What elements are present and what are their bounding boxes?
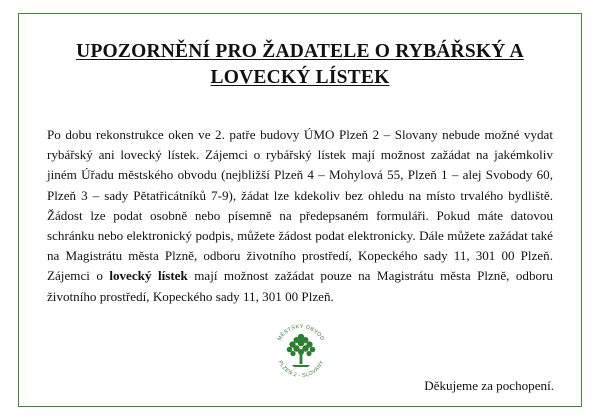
logo-text-top: MĚSTSKÝ OBVOD	[276, 323, 326, 343]
logo-text-bottom: PLZEŇ 2 - SLOVANY	[276, 359, 326, 380]
paragraph-text-2: mají možnost zažádat pouze na Magistrátu města Plzně, odboru životního prostředí, Kopeckého sady 11, 301 00 Plzeň.	[47, 268, 553, 304]
logo-tree	[287, 334, 316, 367]
paragraph-bold-text: lovecký lístek	[109, 268, 188, 284]
notice-title-line-2: LOVECKÝ LÍSTEK	[210, 67, 390, 88]
notice-title-line-1: UPOZORNĚNÍ PRO ŽADATELE O RYBÁŘSKÝ A	[76, 41, 524, 62]
notice-body	[47, 125, 553, 307]
notice-title	[40, 39, 560, 91]
tree-seal-icon	[270, 320, 332, 382]
thanks-text: Děkujeme za pochopení.	[424, 378, 554, 393]
paragraph-text-1: Po dobu rekonstrukce oken ve 2. patře budovy ÚMO Plzeň 2 – Slovany nebude možné vydat rybářský ani lovecký lístek. Zájemci o rybářský lístek mají možnost zažádat na jakémkoliv jiném Úřadu městského obvodu (nejbližší Plzeň 4 – Mohylová 55, Plzeň 1 – alej Svobody 60, Plzeň 3 – sady Pětatřicátníků 7-9), žádat lze kdekoliv bez ohledu na místo trvalého bydliště. Žádost lze podat osobně nebo písemně na předepsaném formuláři. Pokud máte datovou schránku nebo elektronický podpis, můžete žádost podat elektronicky. Dále můžete zažádat také na Magistrátu města Plzně, odboru životního prostředí, Kopeckého sady 11, 301 00 Plzeň. Zájemci o	[47, 127, 553, 284]
notice-paragraph	[47, 125, 553, 307]
